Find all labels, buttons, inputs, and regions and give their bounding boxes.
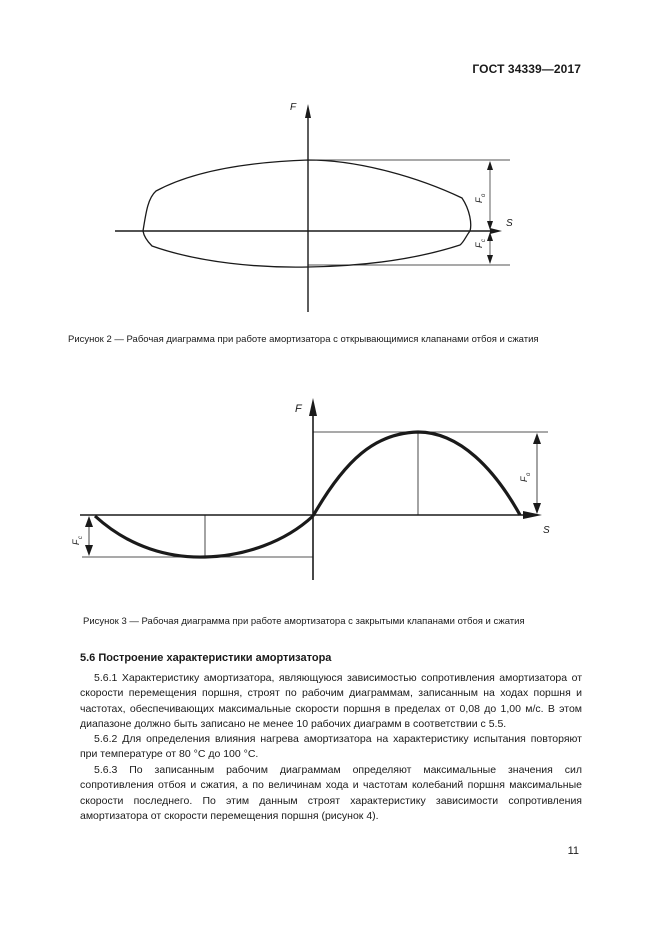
figure-3-diagram	[0, 395, 661, 585]
f3-fo-sub: o	[526, 472, 532, 476]
f2-fo-label: F	[474, 197, 484, 203]
f3-x-arrow	[523, 511, 542, 519]
f2-fo-sub: o	[481, 193, 487, 197]
f2-y-label: F	[290, 102, 297, 113]
f2-x-arrow	[490, 228, 502, 234]
paragraph-5-6-1: 5.6.1 Характеристику амортизатора, являющуюся зависимостью сопротивления амортизатора от скорости перемещения поршня, строят по рабочим диаграммам, записанным на ходах поршня и частотах, обеспечивающих максимальные скорости поршня в пределах от 0,08 до 1,00 м/с. В этом диапазоне должно быть записано не менее 10 рабочих диаграмм в соответствии с 5.5.	[80, 672, 582, 730]
f3-curve-rebound	[313, 432, 520, 516]
f2-fc-label: F	[474, 242, 484, 248]
f2-x-label: S	[506, 218, 513, 229]
figure-3-caption: Рисунок 3 — Рабочая диаграмма при работе амортизатора с закрытыми клапанами отбоя и сжатия	[83, 616, 525, 627]
f3-fo-label: F	[519, 476, 529, 482]
f3-x-label: S	[543, 525, 550, 536]
f2-work-loop	[143, 160, 471, 267]
f3-fc-label: F	[71, 539, 81, 545]
paragraph-5-6-2: 5.6.2 Для определения влияния нагрева амортизатора на характеристику испытания повторяют при температуре от 80 °С до 100 °С.	[80, 733, 582, 761]
f3-y-label: F	[295, 403, 302, 415]
f3-fc-sub: c	[78, 536, 84, 539]
f2-y-arrow	[305, 104, 311, 118]
f3-y-arrow	[309, 398, 317, 416]
figure-2	[0, 90, 661, 325]
figure-2-caption: Рисунок 2 — Рабочая диаграмма при работе амортизатора с открывающимися клапанами отбоя и сжатия	[68, 334, 539, 345]
standard-code: ГОСТ 34339—2017	[472, 62, 581, 76]
f3-curve-compression	[95, 516, 313, 557]
figure-2-diagram	[0, 90, 661, 325]
page-number: 11	[567, 845, 579, 857]
section-title: 5.6 Построение характеристики амортизатора	[80, 652, 332, 664]
paragraph-5-6-3: 5.6.3 По записанным рабочим диаграммам определяют максимальные значения сил сопротивления отбоя и сжатия, а по величинам хода и частотам колебаний поршня максимальные скорости последнего. По этим данным строят характеристику зависимости сопротивления амортизатора от скорости перемещения поршня (рисунок 4).	[80, 764, 582, 822]
f2-fc-sub: c	[481, 239, 487, 242]
figure-3	[0, 395, 661, 585]
